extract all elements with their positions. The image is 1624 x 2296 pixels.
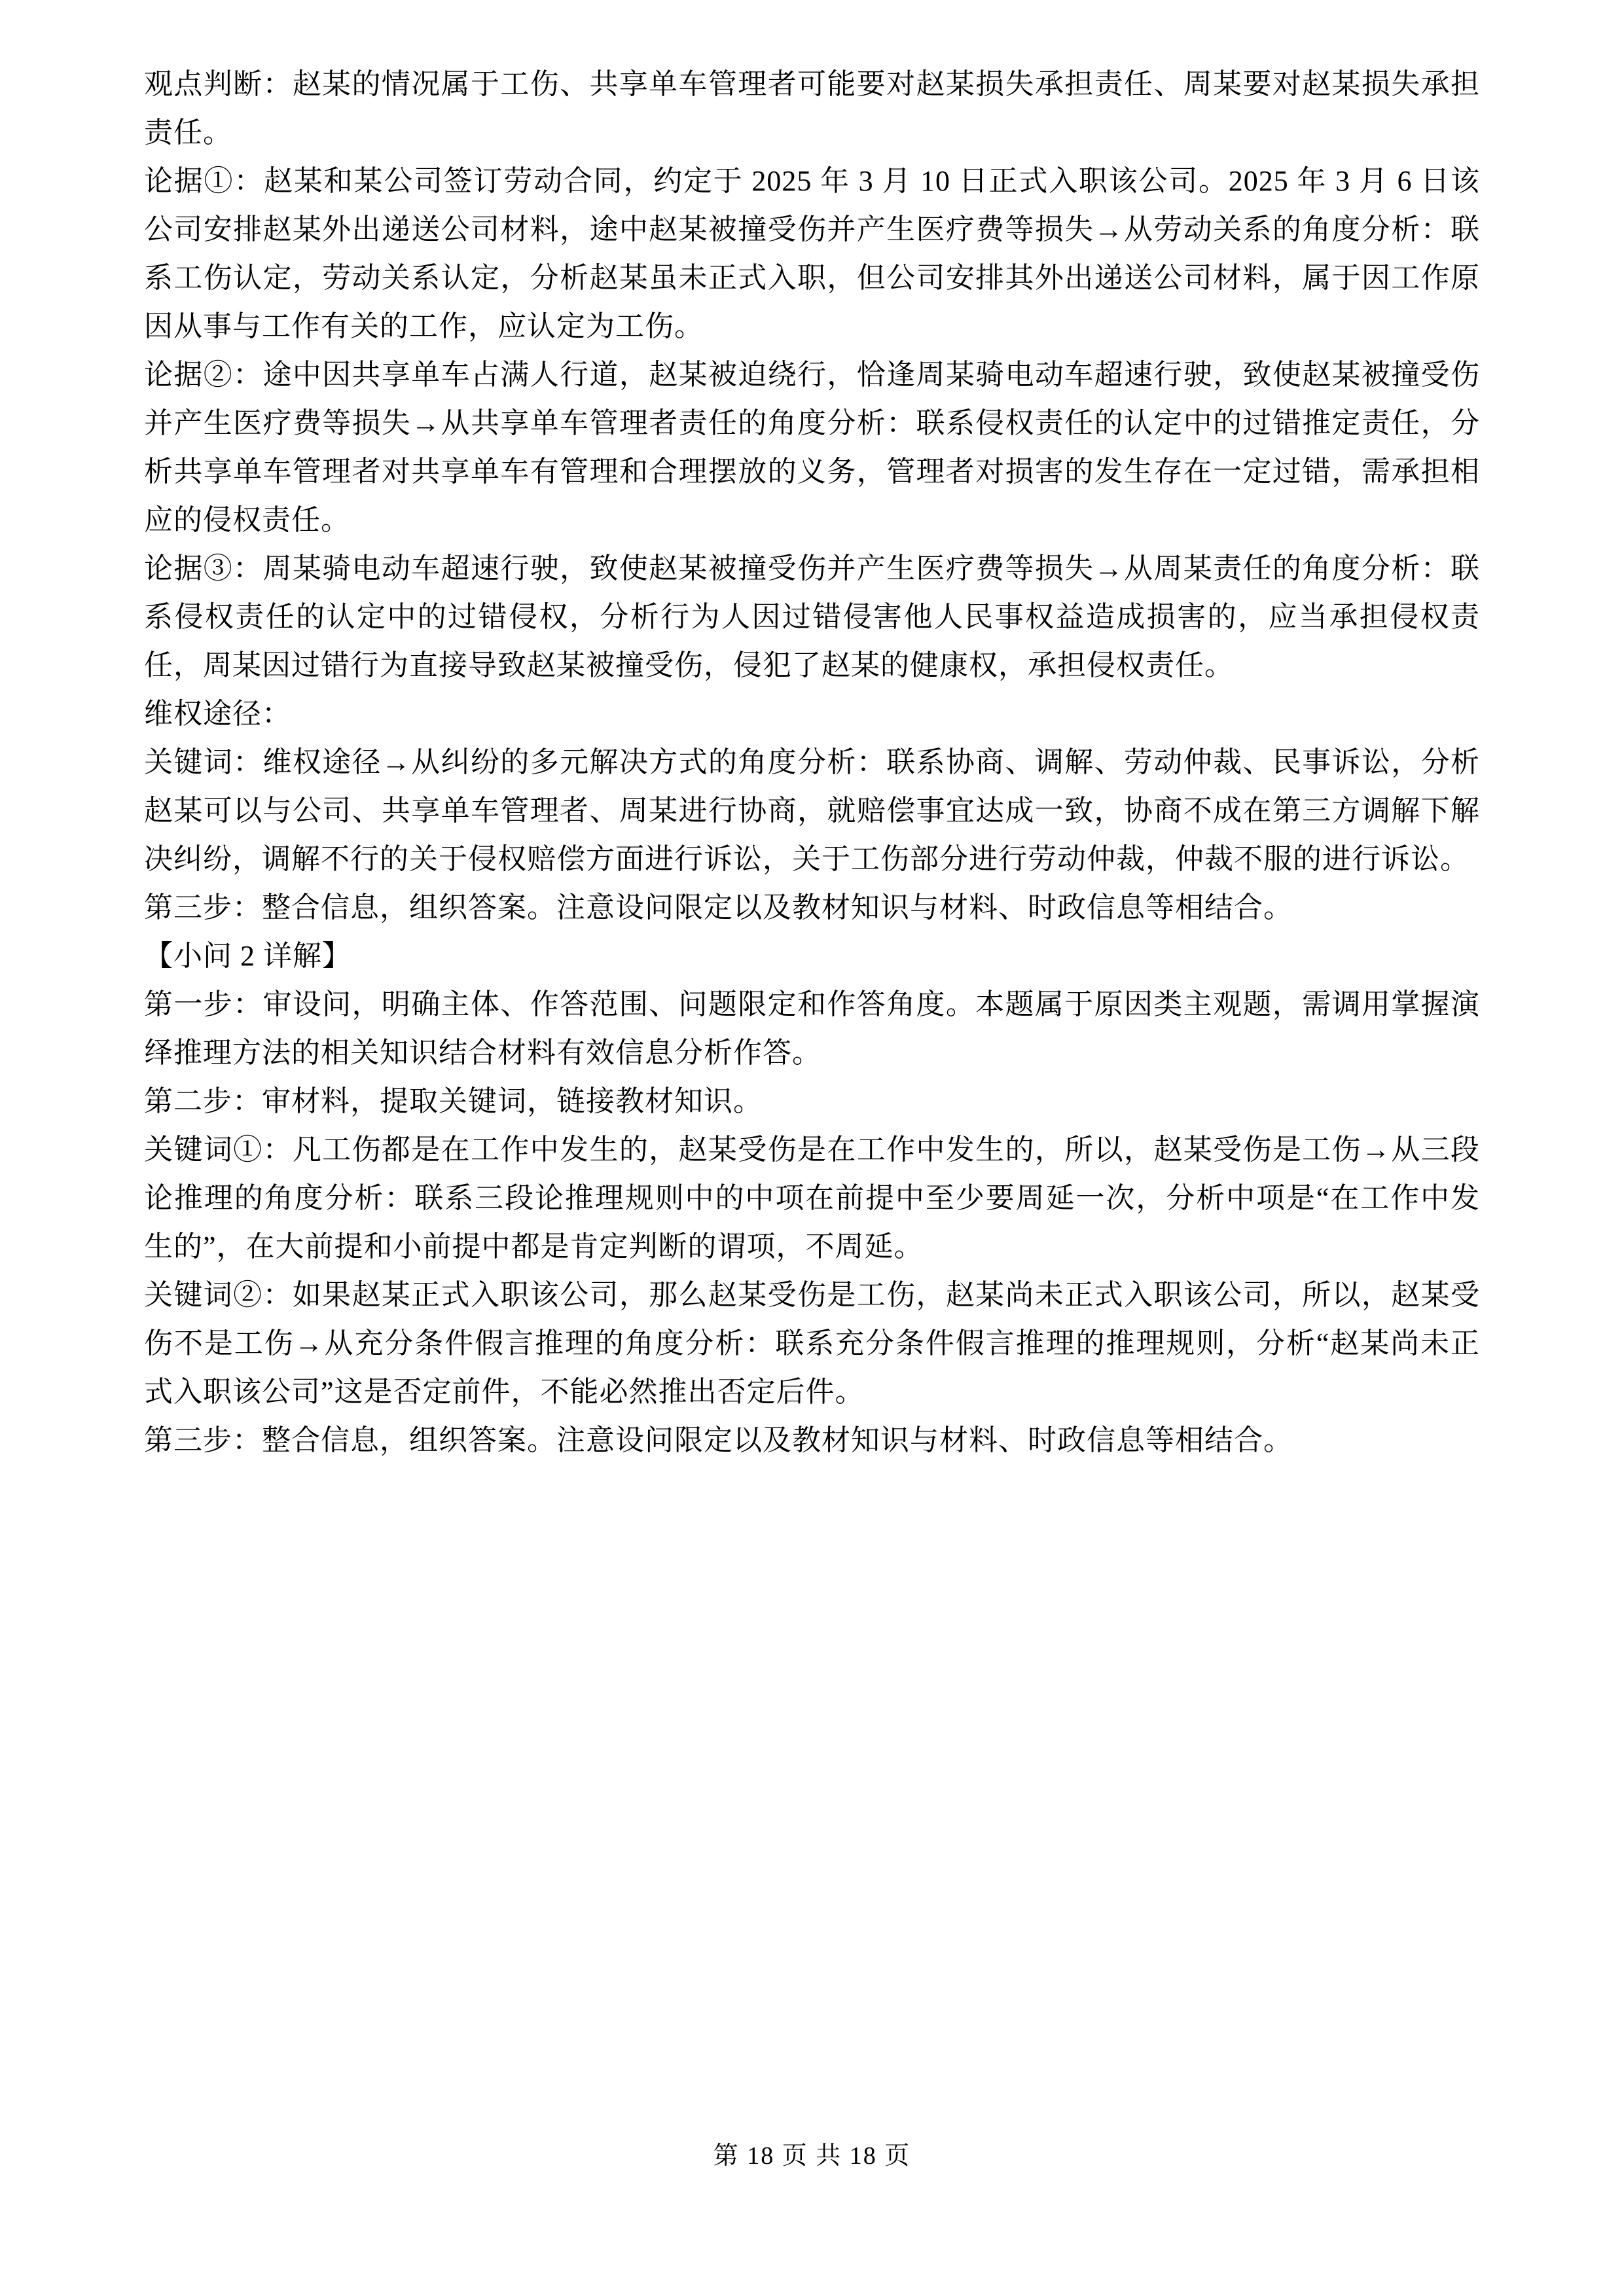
page-footer <box>0 2140 1624 2172</box>
paragraph-step-3-q1: 第三步：整合信息，组织答案。注意设问限定以及教材知识与材料、时政信息等相结合。 <box>144 891 1293 924</box>
paragraph-argument-2: 论据②：途中因共享单车占满人行道，赵某被迫绕行，恰逢周某骑电动车超速行驶，致使赵某被撞受伤并产生医疗费等损失→从共享单车管理者责任的角度分析：联系侵权责任的认定中的过错推定责任，分析共享单车管理者对共享单车有管理和合理摆放的义务，管理者对损害的发生存在一定过错，需承担相应的侵权责任。 <box>144 359 1480 536</box>
paragraph-viewpoint-judgement: 观点判断：赵某的情况属于工伤、共享单车管理者可能要对赵某损失承担责任、周某要对赵某损失承担责任。 <box>144 68 1480 149</box>
paragraph-rights-protection-heading: 维权途径： <box>144 698 291 730</box>
paragraph-argument-3: 论据③：周某骑电动车超速行驶，致使赵某被撞受伤并产生医疗费等损失→从周某责任的角度分析：联系侵权责任的认定中的过错侵权，分析行为人因过错侵害他人民事权益造成损害的，应当承担侵权责任，周某因过错行为直接导致赵某被撞受伤，侵犯了赵某的健康权，承担侵权责任。 <box>144 552 1480 681</box>
paragraph-keyword-1-q2: 关键词①：凡工伤都是在工作中发生的，赵某受伤是在工作中发生的，所以，赵某受伤是工伤→从三段论推理的角度分析：联系三段论推理规则中的中项在前提中至少要周延一次，分析中项是“在工作中发生的”，在大前提和小前提中都是肯定判断的谓项，不周延。 <box>144 1134 1480 1263</box>
paragraph-step-2-q2: 第二步：审材料，提取关键词，链接教材知识。 <box>144 1085 763 1117</box>
paragraph-argument-1: 论据①：赵某和某公司签订劳动合同，约定于 2025 年 3 月 10 日正式入职该公司。2025 年 3 月 6 日该公司安排赵某外出递送公司材料，途中赵某被撞受伤并产生医疗费等损失→从劳动关系的角度分析：联系工伤认定，劳动关系认定，分析赵某虽未正式入职，但公司安排其外出递送公司材料，属于因工作原因从事与工作有关的工作，应认定为工伤。 <box>144 165 1480 342</box>
document-body <box>144 60 1480 1465</box>
paragraph-subquestion-2-heading: 【小问 2 详解】 <box>144 940 352 972</box>
paragraph-step-1-q2: 第一步：审设问，明确主体、作答范围、问题限定和作答角度。本题属于原因类主观题，需调用掌握演绎推理方法的相关知识结合材料有效信息分析作答。 <box>144 988 1480 1069</box>
paragraph-keyword-2-q2: 关键词②：如果赵某正式入职该公司，那么赵某受伤是工伤，赵某尚未正式入职该公司，所以，赵某受伤不是工伤→从充分条件假言推理的角度分析：联系充分条件假言推理的推理规则，分析“赵某尚未正式入职该公司”这是否定前件，不能必然推出否定后件。 <box>144 1279 1480 1408</box>
paragraph-step-3-q2: 第三步：整合信息，组织答案。注意设问限定以及教材知识与材料、时政信息等相结合。 <box>144 1424 1293 1456</box>
page-number-label: 第 18 页 共 18 页 <box>713 2142 911 2170</box>
paragraph-keyword-rights-protection: 关键词：维权途径→从纠纷的多元解决方式的角度分析：联系协商、调解、劳动仲裁、民事诉讼，分析赵某可以与公司、共享单车管理者、周某进行协商，就赔偿事宜达成一致，协商不成在第三方调解下解决纠纷，调解不行的关于侵权赔偿方面进行诉讼，关于工伤部分进行劳动仲裁，仲裁不服的进行诉讼。 <box>144 746 1480 875</box>
